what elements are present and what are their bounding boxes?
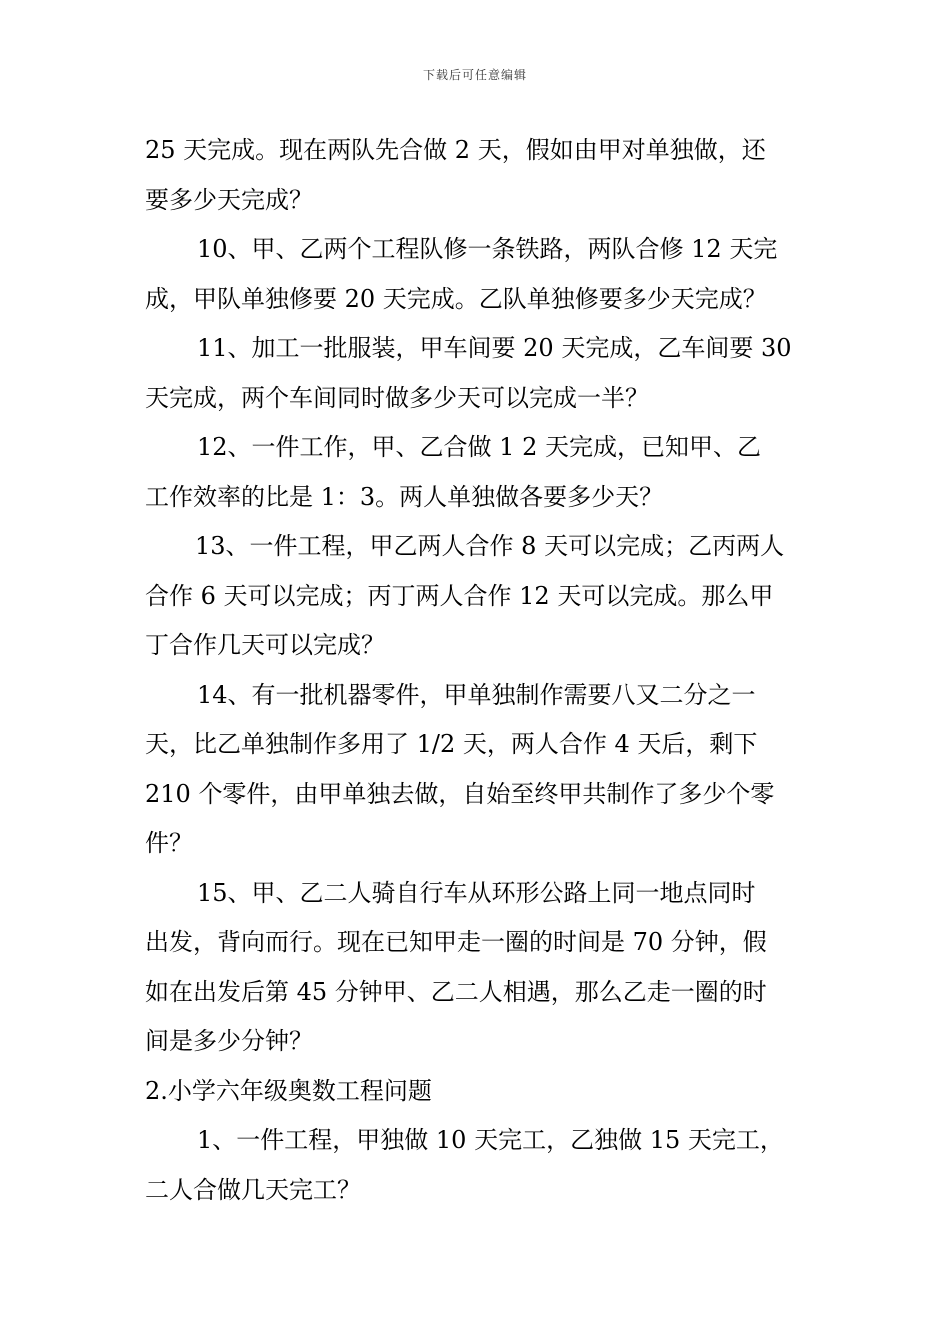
text-line: 成，甲队单独修要 20 天完成。乙队单独修要多少天完成？ bbox=[145, 284, 767, 313]
text-line: 件？ bbox=[145, 829, 193, 857]
question-10-line: 10、甲、乙两个工程队修一条铁路，两队合修 12 天完 bbox=[197, 235, 778, 263]
text-line: 天，比乙单独制作多用了 1/2 天，两人合作 4 天后，剩下 bbox=[145, 730, 758, 758]
text-line: 如在出发后第 45 分钟甲、乙二人相遇，那么乙走一圈的时 bbox=[145, 977, 767, 1006]
section-heading: 2.小学六年级奥数工程问题 bbox=[145, 1076, 432, 1105]
text-line: 25 天完成。现在两队先合做 2 天，假如由甲对单独做，还 bbox=[145, 136, 766, 164]
question-12-line: 12、一件工作，甲、乙合做 1 2 天完成，已知甲、乙 bbox=[197, 433, 761, 461]
text-line: 出发，背向而行。现在已知甲走一圈的时间是 70 分钟，假 bbox=[145, 928, 767, 956]
text-line: 间是多少分钟？ bbox=[145, 1027, 313, 1055]
text-line: 丁合作几天可以完成？ bbox=[145, 631, 385, 659]
text-line: 210 个零件，由甲单独去做，自始至终甲共制作了多少个零 bbox=[145, 779, 775, 808]
text-line: 二人合做几天完工？ bbox=[145, 1175, 361, 1204]
question-1-line: 1、一件工程，甲独做 10 天完工，乙独做 15 天完工， bbox=[197, 1126, 784, 1154]
question-15-line: 15、甲、乙二人骑自行车从环形公路上同一地点同时 bbox=[197, 878, 756, 907]
text-line: 工作效率的比是 1：3。两人单独做各要多少天？ bbox=[145, 482, 664, 511]
question-13-line: 13、一件工程，甲乙两人合作 8 天可以完成；乙丙两人 bbox=[195, 532, 785, 560]
text-line: 天完成，两个车间同时做多少天可以完成一半？ bbox=[145, 383, 649, 412]
text-line: 合作 6 天可以完成；丙丁两人合作 12 天可以完成。那么甲 bbox=[145, 581, 774, 610]
question-11-line: 11、加工一批服装，甲车间要 20 天完成，乙车间要 30 bbox=[197, 334, 792, 362]
text-line: 要多少天完成？ bbox=[145, 185, 313, 214]
question-14-line: 14、有一批机器零件，甲单独制作需要八又二分之一 bbox=[197, 680, 756, 709]
document-body bbox=[145, 126, 810, 1215]
page-header-watermark: 下载后可任意编辑 bbox=[422, 68, 527, 82]
